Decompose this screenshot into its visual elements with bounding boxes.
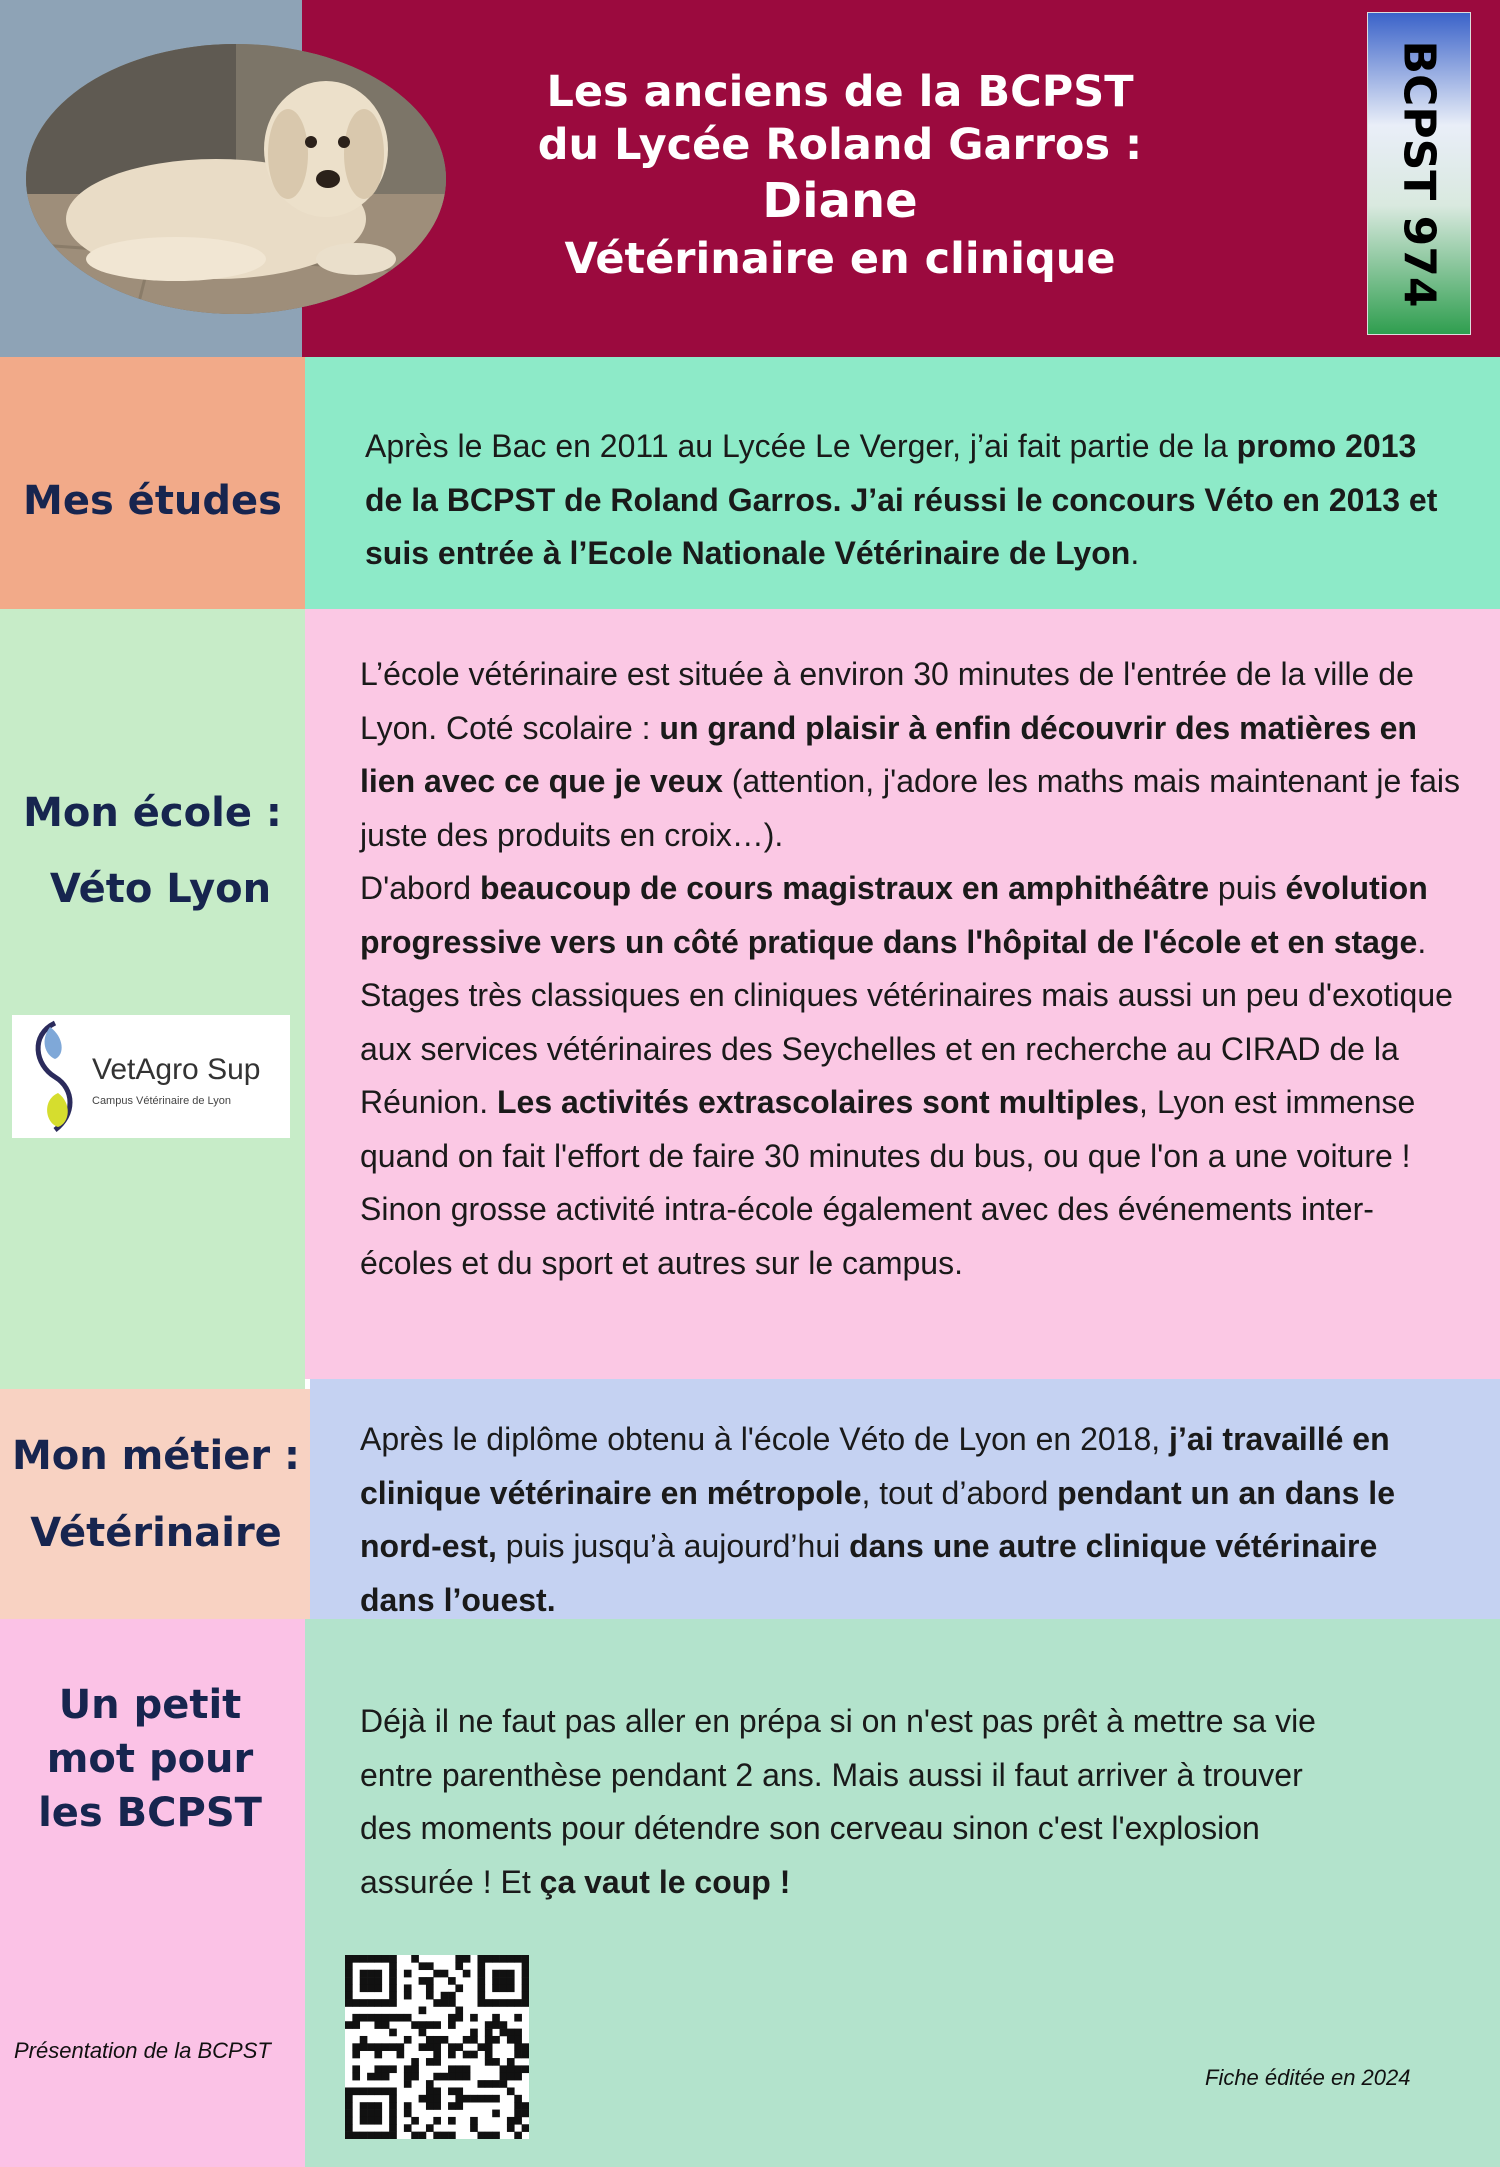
ecole-text-part: L’école vétérinaire est située à environ 30 minutes de l'entrée de la ville de Lyon. Coté scolaire : [360,656,1414,746]
ecole-text-part: D'abord [360,870,480,906]
metier-text-bold: pendant un an dans le nord-est, [360,1474,1395,1564]
presentation-caption: Présentation de la BCPST [14,2038,271,2063]
metier-label-line-2: Vétérinaire [30,1510,282,1556]
metier-text-part: , tout d’abord [861,1474,1058,1511]
mot-label-line-1: Un petit [58,1682,242,1728]
etudes-label: Mes études [23,478,282,524]
mot-label [0,1678,300,1840]
ecole-label-line-2: Véto Lyon [49,866,272,912]
etudes-text-end: . [1130,535,1140,571]
title-job: Vétérinaire en clinique [564,234,1116,284]
ecole-text-part: , Lyon est immense quand on fait l'effort de faire 30 minutes du bus, ou que l'on a une voiture ! [360,1084,1416,1174]
ecole-label-panel [0,609,305,1389]
title-line-2: du Lycée Roland Garros : [537,120,1143,170]
bcpst-badge [1367,12,1471,335]
ecole-text-part: Sinon grosse activité intra-école également avec des événements inter-écoles et du sport et autres sur le campus. [360,1191,1374,1281]
mot-text-bold: ça vaut le coup ! [539,1863,791,1900]
page-title [460,66,1220,288]
metier-text-bold: j’ai travaillé en clinique vétérinaire en métropole [360,1421,1390,1511]
ecole-text-part: . Stages très classiques en cliniques vétérinaires mais aussi un peu d'exotique aux services vétérinaires des Seychelles et en recherche au CIRAD de la Réunion. [360,923,1453,1120]
ecole-text-bold: évolution progressive vers un côté pratique dans l'hôpital de l'école et en stage [360,870,1428,960]
qr-code-graphic [345,1955,529,2139]
metier-label-panel [0,1389,310,1619]
qr-code[interactable] [345,1955,529,2139]
dog-photo [26,44,446,314]
metier-label-line-1: Mon métier : [11,1433,301,1479]
mot-text-part: Déjà il ne faut pas aller en prépa si on n'est pas prêt à mettre sa vie entre parenthèse pendant 2 ans. Mais aussi il faut arriver à trouver des moments pour détendre son cerveau sinon c'est l'explosion assurée ! Et [360,1703,1316,1900]
etudes-text-part: Après le Bac en 2011 au Lycée Le Verger, j’ai fait partie de la [365,428,1237,464]
vetagro-logo [12,1015,290,1138]
vetagro-logo-subtext: Campus Vétérinaire de Lyon [92,1095,232,1107]
ecole-label-line-1: Mon école : [23,790,282,836]
ecole-text-part: puis [1209,870,1286,906]
ecole-text-bold: Les activités extrascolaires sont multiples [496,1084,1140,1120]
ecole-text-part: (attention, j'adore les maths mais maintenant je fais juste des produits en croix…). [360,763,1461,853]
metier-text [360,1413,1460,1627]
etudes-text [365,420,1445,581]
mot-label-line-3: les BCPST [38,1790,262,1836]
ecole-text-bold: beaucoup de cours magistraux en amphithéâtre [479,870,1210,906]
etudes-text-bold: promo 2013 de la BCPST de Roland Garros. J’ai réussi le concours Véto en 2013 et suis entrée à l’Ecole Nationale Vétérinaire de Lyon [365,428,1438,571]
metier-text-bold: dans une autre clinique vétérinaire dans l’ouest. [360,1528,1378,1618]
metier-text-part: Après le diplôme obtenu à l'école Véto de Lyon en 2018, [360,1421,1170,1457]
ecole-text-bold: un grand plaisir à enfin découvrir des matières en lien avec ce que je veux [360,709,1417,799]
title-line-1: Les anciens de la BCPST [546,67,1134,117]
mot-label-line-2: mot pour [46,1736,254,1782]
badge-text: BCPST 974 [1393,40,1445,307]
edition-caption: Fiche éditée en 2024 [1205,2065,1411,2090]
title-name: Diane [762,173,918,229]
metier-text-part: puis jusqu’à aujourd’hui [496,1528,850,1564]
mot-text [360,1695,1360,1909]
vetagro-logo-text: VetAgro Sup [92,1053,261,1086]
ecole-text [360,648,1460,1290]
vetagro-logo-mark [20,1015,90,1138]
